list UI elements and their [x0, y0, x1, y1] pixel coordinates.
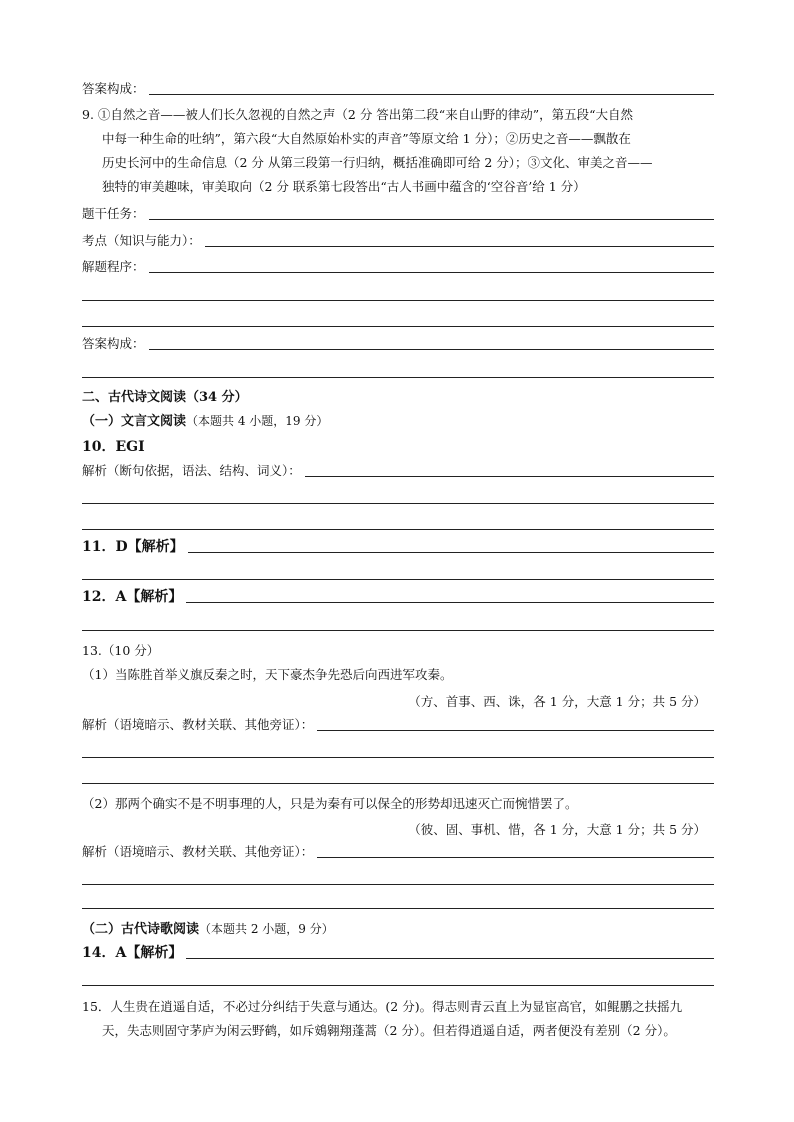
- exam-point-row: [82, 232, 714, 250]
- answer-line[interactable]: [186, 588, 714, 603]
- answer-line[interactable]: [82, 326, 714, 327]
- answer-composition-row: [82, 335, 714, 353]
- answer-line[interactable]: [82, 300, 714, 301]
- q13-2-translation: （2）那两个确实不是不明事理的人，只是为秦有可以保全的形势却迅速灭亡而惋惜罢了。: [82, 796, 578, 811]
- answer-line[interactable]: [82, 908, 714, 909]
- q15-line-2: 天，失志则固守茅庐为闲云野鹤，如斥鴳翱翔蓬蒿（2 分）。但若得逍遥自适，两者便没有差别（2 分）。: [102, 1023, 676, 1038]
- answer-line[interactable]: [82, 529, 714, 530]
- answer-line[interactable]: [82, 579, 714, 580]
- q13-1-score: （方、首事、西、诛，各 1 分，大意 1 分；共 5 分）: [408, 694, 706, 709]
- answer-composition-label: 答案构成：: [82, 81, 145, 96]
- q12-row: [82, 588, 714, 606]
- sub1-heading: [82, 410, 328, 429]
- answer-line[interactable]: [82, 985, 714, 986]
- q15-line-1: 15．人生贵在逍遥自适，不必过分纠结于失意与通达。(2 分)。得志则青云直上为显宦高官，如鲲鹏之扶摇九: [82, 999, 683, 1014]
- answer-line[interactable]: [186, 944, 714, 959]
- answer-line[interactable]: [149, 80, 714, 95]
- q13-2-analysis-row: [82, 843, 714, 861]
- q13-1-translation: （1）当陈胜首举义旗反秦之时，天下豪杰争先恐后向西进军攻秦。: [82, 667, 453, 682]
- answer-line[interactable]: [82, 757, 714, 758]
- answer-line[interactable]: [82, 783, 714, 784]
- q11-answer: 11．D: [82, 539, 128, 555]
- answer-composition-row-top: [82, 80, 714, 98]
- analysis-context-label: 解析（语境暗示、教材关联、其他旁证）：: [82, 717, 314, 732]
- analysis-context-label: 解析（语境暗示、教材关联、其他旁证）：: [82, 844, 314, 859]
- procedure-row: [82, 258, 714, 276]
- sub2-heading: [82, 918, 334, 937]
- analysis-tag: 【解析】: [127, 539, 184, 555]
- answer-line[interactable]: [149, 205, 714, 220]
- section2-title: 二、古代诗文阅读（34 分）: [82, 390, 248, 405]
- answer-line[interactable]: [149, 258, 714, 273]
- sub2-title: （二）古代诗歌阅读: [82, 922, 200, 937]
- answer-line[interactable]: [317, 716, 714, 731]
- q9-line-4: 独特的审美趣味，审美取向（2 分 联系第七段答出“古人书画中蕴含的‘空谷音’给 1 分）: [102, 179, 586, 194]
- answer-composition-label: 答案构成：: [82, 336, 145, 351]
- answer-line[interactable]: [82, 503, 714, 504]
- q14-answer: 14．A: [82, 945, 127, 961]
- q11-row: [82, 538, 714, 556]
- sub2-note: （本题共 2 小题，9 分）: [199, 922, 334, 936]
- q9-line-2: 中每一种生命的吐纳”，第六段“大自然原始朴实的声音”等原文给 1 分）；②历史之音——飘散在: [102, 131, 631, 146]
- q13-1-analysis-row: [82, 716, 714, 734]
- answer-line[interactable]: [82, 630, 714, 631]
- answer-line[interactable]: [305, 462, 714, 477]
- sub1-note: （本题共 4 小题，19 分）: [186, 414, 329, 428]
- stem-task-row: [82, 205, 714, 223]
- analysis-basis-label: 解析（断句依据，语法、结构、词义）：: [82, 463, 301, 478]
- q13-2-score: （彼、固、事机、惜，各 1 分，大意 1 分；共 5 分）: [408, 822, 706, 837]
- answer-line[interactable]: [82, 884, 714, 885]
- answer-line[interactable]: [188, 538, 714, 553]
- q12-answer: 12．A: [82, 589, 127, 605]
- q13-title: 13.（10 分）: [82, 643, 160, 658]
- q14-row: [82, 944, 714, 962]
- analysis-tag: 【解析】: [126, 945, 183, 961]
- procedure-label: 解题程序：: [82, 259, 145, 274]
- q10-analysis-row: [82, 462, 714, 480]
- q9-line-1: 9. ①自然之音——被人们长久忽视的自然之声（2 分 答出第二段“来自山野的律动”，第五段“大自然: [82, 107, 633, 122]
- answer-line[interactable]: [149, 335, 714, 350]
- stem-task-label: 题干任务：: [82, 206, 145, 221]
- answer-line[interactable]: [205, 232, 714, 247]
- exam-point-label: 考点（知识与能力）：: [82, 233, 201, 248]
- answer-line[interactable]: [82, 377, 714, 378]
- q9-line-3: 历史长河中的生命信息（2 分 从第三段第一行归纳，概括准确即可给 2 分）；③文化、审美之音——: [102, 155, 653, 170]
- q10-answer: 10．EGI: [82, 439, 145, 455]
- answer-line[interactable]: [317, 843, 714, 858]
- sub1-title: （一）文言文阅读: [82, 414, 187, 429]
- analysis-tag: 【解析】: [126, 589, 183, 605]
- q15-answer: [82, 995, 714, 1043]
- q9-answer: [82, 103, 714, 199]
